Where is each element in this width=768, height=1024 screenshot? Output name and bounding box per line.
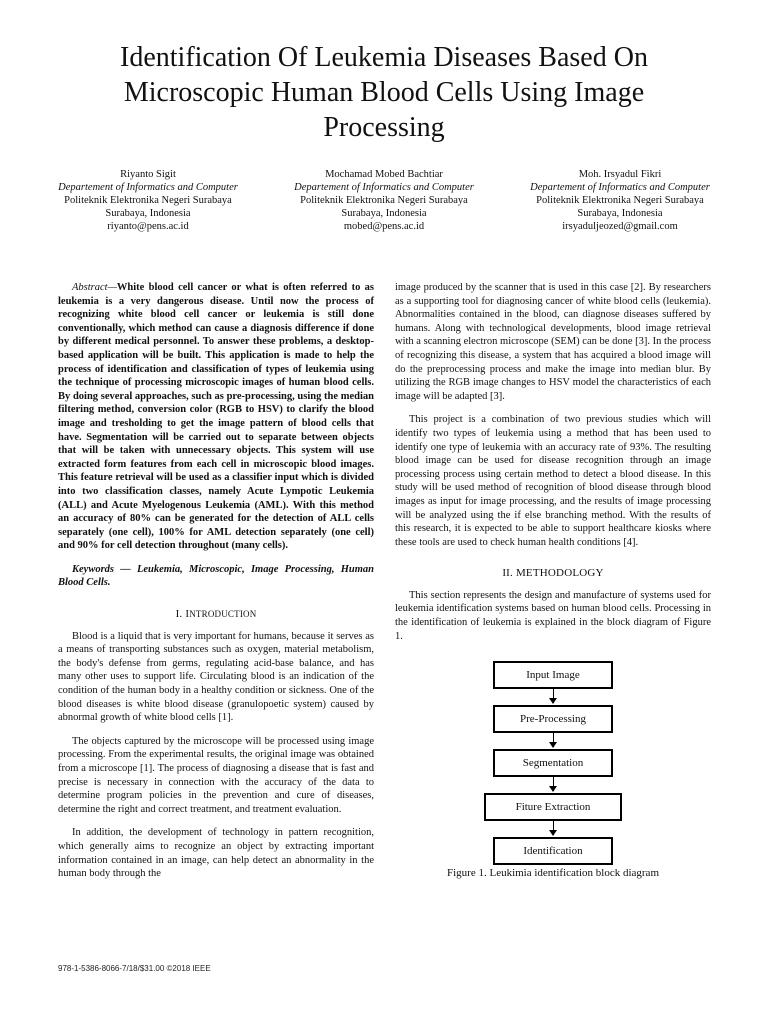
paragraph: The objects captured by the microscope will be processed using image processing. From the experimental results, the original image was obtained from a microscope [1]. The process of diagnosing a disease that is fast and precise is necessary in connection with the accuracy of the data to determine program policies in the prevention and cure of diseases, determine the right and correct treatment, and treatment evaluation. [58,735,374,815]
paragraph: In addition, the development of technology in pattern recognition, which generally aims to recognize an object by extracting important information contained in an image, can help detect an abnormality in the human body through the [58,827,374,880]
right-column [395,281,711,881]
author-location: Surabaya, Indonesia [341,208,427,219]
paragraph: Blood is a liquid that is very important for humans, because it serves as a means of transporting substances such as oxygen, material metabolism, the body's defense from germs, regulating acid-base balance, and has many other uses to support life. Circulating blood is an indication of the condition of the human body in a healthy condition or sickness. One of the blood diseases is white blood disease (granulopoetic system) caused by abnormal growth of white blood cells [1]. [58,630,374,724]
author-email: irsyaduljeozed@gmail.com [562,221,678,232]
author-email: riyanto@pens.ac.id [107,221,189,232]
section-heading-methodology: II. METHODOLOGY [502,567,604,580]
author-1 [30,168,266,233]
abstract [58,281,374,553]
keywords: Keywords — Leukemia, Microscopic, Image Processing, Human Blood Cells. [58,563,374,589]
diagram-box-feature-extraction: Fiture Extraction [484,793,622,821]
author-3 [502,168,738,233]
abstract-text: White blood cell cancer or what is often referred to as leukemia is a very dangerous disease. Until now the process of recognizing white blood cell cancer or leukemia is still done conventionally, which method can cause a diagnosis difference if done by different medical personnel. To answer these problems, a desktop-based application will be built. This application is made to help the process of identification and classification of types of leukemia using the technique of processing microscopic images of human blood cells. By doing several approaches, such as pre-processing, using the median filtering method, conversion color (RGB to HSV) to clarify the blood image and tresholding to get the image pattern of blood cells that have. Segmentation will be carried out to separate between objects that will be taken with unnecessary objects. This system will use extracted form features from each cell in microscopic blood images. This feature retrieval will be used as a classifier input which is divided into two classification classes, namely Acute Lympotic Leukemia (ALL) and Acute Myelogenous Leukemia (AML). With this method an accuracy of 80% can be generated for the detection of ALL cells separately (one cell), 100% for AML detection separately (one cell) and 90% for cell detection throughout (many cells). [58,282,374,552]
paragraph: This project is a combination of two previous studies which will identify two types of leukemia using a method that has been used to identify one type of leukemia with an accuracy rate of 93%. The resulting blood image can be used for disease recognition through an image processing process using certain method to detect a blood disease. In this study will be used method of recognition of blood disease through blood images as input for image processing, and the results of image processing will be analyzed using the if else branching method. With the results of this research, it is expected to be able to support healthcare kiosks where these tools are used to check human health conditions [4]. [395,414,711,548]
diagram-box-segmentation: Segmentation [493,749,613,777]
copyright-footer: 978-1-5386-8066-7/18/$31.00 ©2018 IEEE [58,964,211,973]
paper-title: Identification Of Leukemia Diseases Based On Microscopic Human Blood Cells Using Image Processing [120,42,648,143]
section-title-rest: NTRODUCTION [189,609,257,620]
author-location: Surabaya, Indonesia [577,208,663,219]
author-institution: Politeknik Elektronika Negeri Surabaya [536,195,704,206]
paragraph: image produced by the scanner that is used in this case [2]. By researchers as a supporting tool for diagnosing cancer of white blood cells (leukemia). Abnormalities contained in the blood, can diagnose diseases suffered by humans. Along with technological developments, blood image retrieval with a scanning electron microscope (SEM) can be done [3]. In the process of recognizing this disease, a system that has acquired a blood image will do the preprocessing process and make the image into median blur. By utilizing the RGB image changes to HSV model the characteristics of each image will be adapted [3]. [395,282,711,402]
author-name: Riyanto Sigit [120,169,176,180]
author-department: Departement of Informatics and Computer [530,182,710,193]
author-list [30,168,738,233]
section-number: I. [175,608,183,621]
author-institution: Politeknik Elektronika Negeri Surabaya [64,195,232,206]
diagram-box-input-image: Input Image [493,661,613,689]
arrow-icon [553,689,554,703]
left-column [58,281,374,891]
section-heading-introduction [58,608,374,622]
diagram-box-identification: Identification [493,837,613,865]
arrow-icon [553,821,554,835]
diagram-box-pre-processing: Pre-Processing [493,705,613,733]
author-department: Departement of Informatics and Computer [58,182,238,193]
author-email: mobed@pens.ac.id [343,221,425,232]
arrow-icon [553,777,554,791]
author-location: Surabaya, Indonesia [105,208,191,219]
author-2 [266,168,502,233]
paragraph: This section represents the design and manufacture of systems used for leukemia identification systems based on human blood cells. Processing in the identification of leukemia is explained in the block diagram of Figure 1. [395,589,711,642]
author-department: Departement of Informatics and Computer [294,182,474,193]
author-institution: Politeknik Elektronika Negeri Surabaya [300,195,468,206]
abstract-label: Abstract— [72,282,117,293]
figure-caption: Figure 1. Leukimia identification block diagram [447,867,659,880]
author-name: Moh. Irsyadul Fikri [578,169,662,180]
block-diagram [395,653,711,863]
arrow-icon [553,733,554,747]
section-initial: I [185,608,190,621]
author-name: Mochamad Mobed Bachtiar [325,169,443,180]
